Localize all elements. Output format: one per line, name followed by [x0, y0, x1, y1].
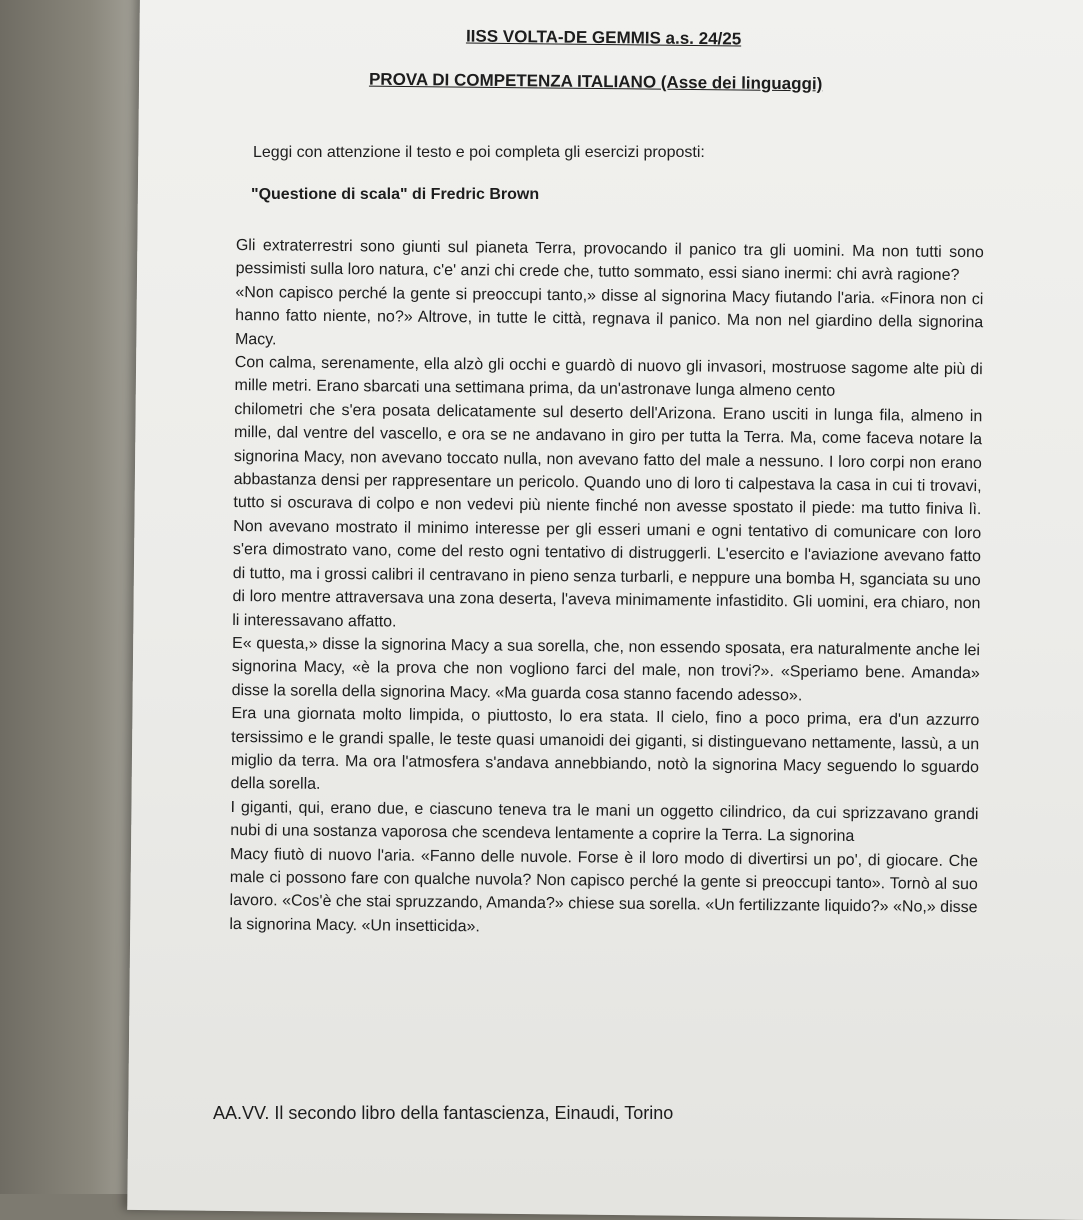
test-title: PROVA DI COMPETENZA ITALIANO (Asse dei linguaggi) — [368, 69, 823, 94]
paragraph: Era una giornata molto limpida, o piuttosto, lo era stata. Il cielo, fino a poco prima, era d'un azzurro tersissimo e le grandi spalle, le teste quasi umanoidi dei giganti, si distinguevano nettamente, lassù, a un miglio da terra. Ma ora l'atmosfera s'andava annebbiando, notò la signorina Macy seguendo lo sguardo della sorella. — [230, 705, 980, 794]
paragraph: «Non capisco perché la gente si preoccupi tanto,» disse al signorina Macy fiutando l'aria. «Finora non ci hanno fatto niente, no?» Altrove, in tutte le città, regnava il panico. Ma non nel giardino della signorina Macy. — [234, 283, 984, 349]
paragraph: Macy fiutò di nuovo l'aria. «Fanno delle nuvole. Forse è il loro modo di divertirsi un po', di giocare. Che male ci possono fare con qualche nuvola? Non capisco perché la gente si preoccupi tanto». Tornò al suo lavoro. «Cos'è che stai spruzzando, Amanda?» chiese sua sorella. «Un fertilizzante liquido?» «No,» disse la signorina Macy. «Un insetticida». — [229, 845, 979, 936]
paragraph: Gli extraterrestri sono giunti sul pianeta Terra, provocando il panico tra gli uomini. Ma non tutti sono pessimisti sulla loro natura, c'e' anzi chi crede che, tutto sommato, essi siano inermi: chi avrà ragione? — [235, 236, 984, 285]
paragraph: I giganti, qui, erano due, e ciascuno teneva tra le mani un oggetto cilindrico, da cui sprizzavano grandi nubi di una sostanza vaporosa che scendeva lentamente a coprire la Terra. La signorina — [230, 798, 979, 846]
paragraph: E« questa,» disse la signorina Macy a sua sorella, che, non essendo sposata, era naturalmente anche lei signorina Macy, «è la prova che non vogliono farci del male, non trovi?». «Speriamo bene. Amanda» disse la sorella della signorina Macy. «Ma guarda cosa stanno facendo adesso». — [231, 634, 981, 705]
school-header: IISS VOLTA-DE GEMMIS a.s. 24/25 — [465, 26, 742, 49]
instructions: Leggi con attenzione il testo e poi completa gli esercizi proposti: — [253, 144, 705, 161]
source-credit: AA.VV. Il secondo libro della fantascienza, Einaudi, Torino — [213, 1103, 674, 1123]
paragraph: Con calma, serenamente, ella alzò gli occhi e guardò di nuovo gli invasori, mostruose sagome alte più di mille metri. Erano sbarcati una settimana prima, da un'astronave lunga almeno cento — [234, 354, 983, 401]
story-title: "Questione di scala" di Fredric Brown — [251, 186, 540, 203]
story-text — [229, 234, 984, 943]
paragraph: chilometri che s'era posata delicatamente sul deserto dell'Arizona. Erano usciti in lunga fila, almeno in mille, dal ventre del vascello, e ora se ne andavano in giro per tutta la Terra. Ma, come faceva notare la signorina Macy, non avevano toccato nulla, non avevano fatto del male a nessuno. I loro corpi non erano abbastanza densi per rappresentare un pericolo. Quando uno di loro ti calpestava la casa in cui ti trovavi, tutto si oscurava di colpo e non vedevi più niente finché non avesse spostato il piede: ma tutto finiva lì. Non avevano mostrato il minimo interesse per gli esseri umani e ogni tentativo di comunicare con loro s'era dimostrato vano, come del resto ogni tentativo di distruggerli. L'esercito e l'aviazione avevano fatto di tutto, ma i grossi calibri il centravano in pieno senza turbarli, e neppure una bomba H, sganciata su uno di loro mentre attraversava una zona deserta, l'aveva minimamente infastidito. Gli uomini, era chiaro, non li interessavano affatto. — [232, 400, 983, 631]
